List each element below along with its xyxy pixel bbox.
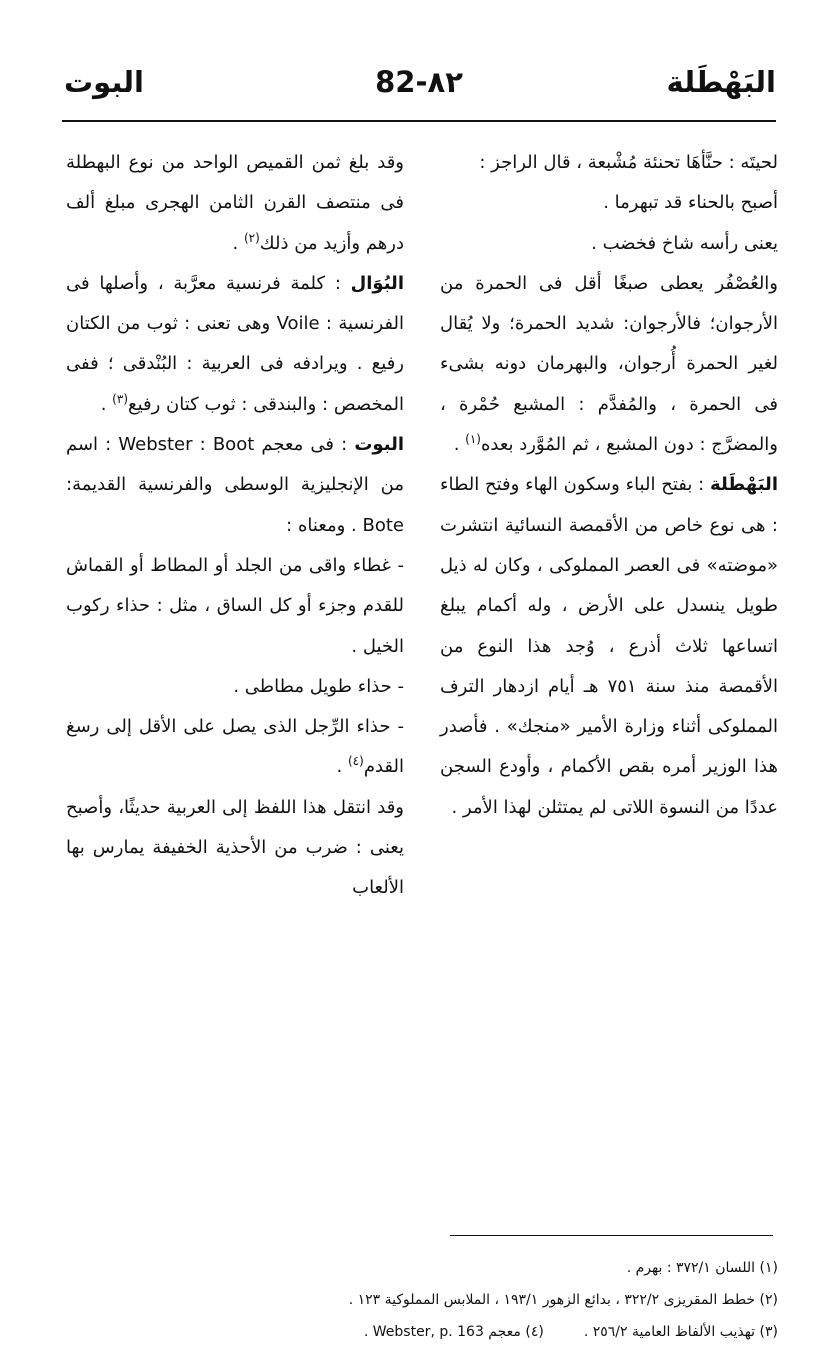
- entry-bahtala: [440, 465, 778, 828]
- footnote-ref: (٤): [347, 754, 364, 769]
- entry-boot: [66, 425, 404, 546]
- page-number: 82-٨٢: [375, 65, 463, 99]
- paragraph: والعُصْفُر يعطى صبغًا أقل فى الحمرة من الأرجوان؛ فالأرجوان: شديد الحمرة؛ ولا يُقال لغير الحمرة أُرجوان، والبهرمان دونه بشىء فى الحمرة ، والمُفدَّم : المشبع حُمْرة ، والمضرَّج : دون المشبع ، ثم المُوَّرد بعده$^{(١)}$ .: [440, 272, 778, 456]
- entry-term: البوت: [354, 434, 404, 456]
- footnotes: [58, 1252, 778, 1348]
- header-rule: [62, 120, 776, 122]
- footnote-row: [58, 1316, 778, 1348]
- header-entry-first: البَهْطَلة: [666, 65, 776, 99]
- footnote: (٣) تهذيب الألفاظ العامية ٢٥٦/٢ .: [583, 1324, 778, 1340]
- verse-line: أصبح بالحناء قد تبهرما .: [603, 192, 778, 214]
- paragraph-text: وقد بلغ ثمن القميص الواحد من نوع البهطلة فى منتصف القرن الثامن الهجرى مبلغ ألف درهم وأزيد من ذلك: [66, 152, 404, 254]
- entry-buwal: البُوَال : كلمة فرنسية معرَّبة ، وأصلها فى الفرنسية : Voile وهى تعنى : ثوب من الكتان رفيع . ويرادفه فى العربية : البُنْدقى ؛ ففى المخصص : والبندقى : ثوب كتان رفيع$^{(٣)}$ .: [66, 272, 404, 415]
- footnote: (٤) معجم Webster, p. 163 .: [363, 1324, 544, 1340]
- entry-text: : كلمة فرنسية معرَّبة ، وأصلها فى الفرنسية : Voile وهى تعنى : ثوب من الكتان رفيع . ويرادفه فى العربية : البُنْدقى ؛ ففى المخصص : والبندقى : ثوب كتان رفيع: [66, 272, 404, 415]
- entry-text: : بفتح الباء وسكون الهاء وفتح الطاء : هى نوع خاص من الأقمصة النسائية انتشرت «موضته» فى العصر المملوكى ، وكان له ذيل طويل ينسدل على الأرض ، وله أكمام يبلغ اتساعها ثلاث أذرع ، وُجد هذا النوع من الأقمصة منذ سنة ٧٥١ هـ أيام ازدهار الترف المملوكى أثناء وزارة الأمير «منجك» . فأصدر هذا الوزير أمره بقص الأكمام ، وأودع السجن عددًا من النسوة اللاتى لم يمتثلن لهذا الأمر .: [440, 474, 778, 818]
- list-item: - حذاء طويل مطاطى .: [233, 675, 404, 697]
- list-item: - حذاء الرِّجل الذى يصل على الأقل إلى رسغ القدم$^{(٤)}$ .: [66, 716, 404, 778]
- right-column: [440, 143, 778, 828]
- footnote-ref: (٣): [112, 391, 128, 406]
- left-column: [66, 143, 404, 909]
- list-item: - غطاء واقى من الجلد أو المطاط أو القماش للقدم وجزء أو كل الساق ، مثل : حذاء ركوب الخيل .: [66, 554, 404, 657]
- footnote-rule: [450, 1235, 773, 1236]
- entry-term: البَهْطَلة: [710, 474, 778, 496]
- entry-term: البُوَال: [350, 272, 404, 294]
- paragraph-text: والعُصْفُر يعطى صبغًا أقل فى الحمرة من الأرجوان؛ فالأرجوان: شديد الحمرة؛ ولا يُقال لغير الحمرة أُرجوان، والبهرمان دونه بشىء فى الحمرة ، والمُفدَّم : المشبع حُمْرة ، والمضرَّج : دون المشبع ، ثم المُوَّرد بعده: [440, 272, 778, 456]
- footnote: (٢) خطط المقريزى ٣٢٢/٢ ، بدائع الزهور ١٩٣/١ ، الملابس المملوكية ١٢٣ .: [348, 1292, 778, 1308]
- footnote-ref: (١): [465, 432, 481, 447]
- page-header: [0, 60, 838, 110]
- header-entry-last: البوت: [64, 65, 144, 99]
- paragraph: وقد بلغ ثمن القميص الواحد من نوع البهطلة فى منتصف القرن الثامن الهجرى مبلغ ألف درهم وأزيد من ذلك$^{(٢)}$ .: [66, 152, 404, 254]
- footnote-ref: (٢): [243, 230, 260, 245]
- paragraph: لحيتَه : حنَّأهَا تحنئة مُشْبعة ، قال الراجز :: [479, 152, 778, 173]
- footnote: (١) اللسان ٣٧٢/١ : بهرم .: [626, 1260, 778, 1276]
- list-item-text: - حذاء الرِّجل الذى يصل على الأقل إلى رسغ القدم: [66, 716, 404, 778]
- entry-text: : فى معجم Webster : Boot : اسم من الإنجليزية الوسطى والفرنسية القديمة: Bote . ومعناه :: [66, 434, 404, 536]
- paragraph: وقد انتقل هذا اللفظ إلى العربية حديثًا، وأصبح يعنى : ضرب من الأحذية الخفيفة يمارس بها الألعاب: [66, 796, 404, 899]
- paragraph: يعنى رأسه شاخ فخضب .: [591, 232, 778, 254]
